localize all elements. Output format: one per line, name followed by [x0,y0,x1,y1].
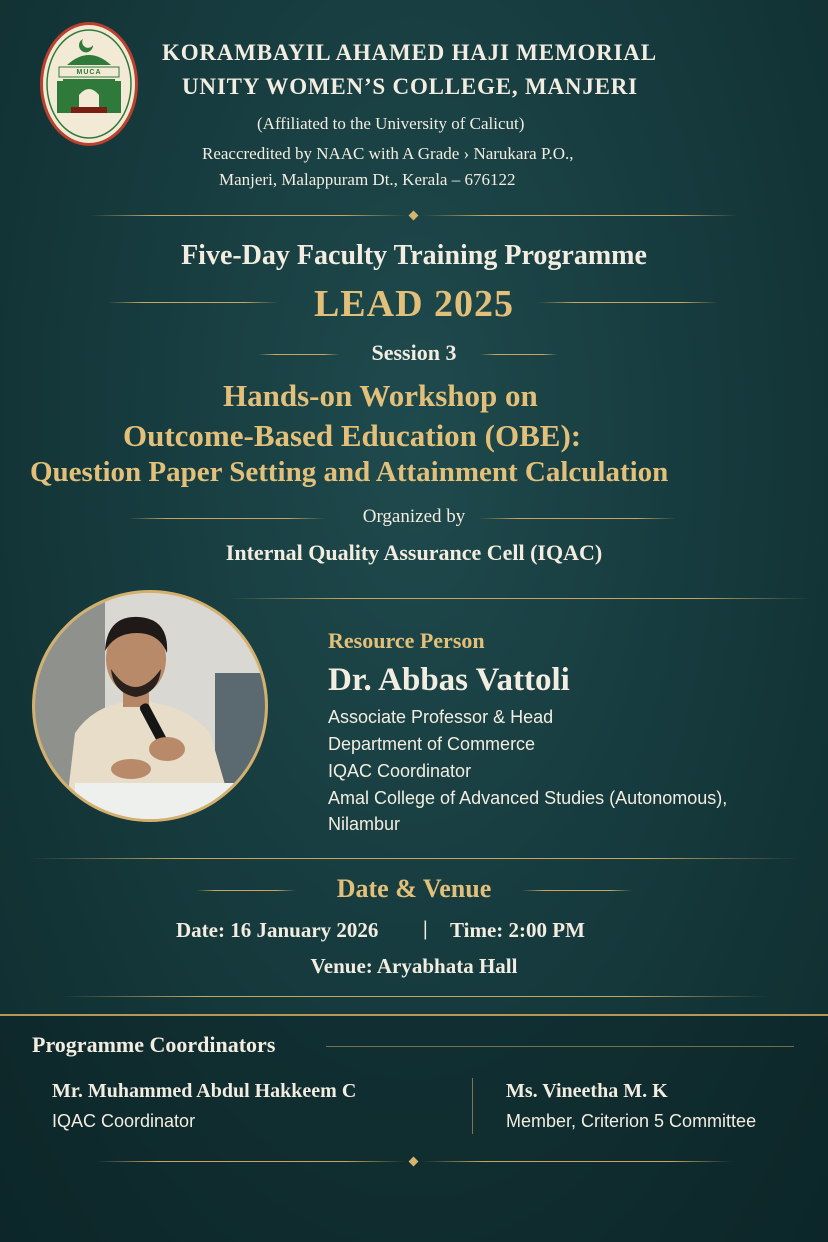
divider-bottom-right [422,1161,732,1162]
resource-person-label: Resource Person [328,628,485,653]
workshop-title-line2: Outcome-Based Education (OBE): [123,418,582,453]
resource-person-detail: Department of Commerce [328,734,536,754]
college-affiliation: (Affiliated to the University of Calicut) [257,114,525,133]
divider-top-right [422,215,738,216]
lead-rule-right [538,302,718,303]
person-portrait-icon [35,593,265,819]
coordinators-heading: Programme Coordinators [32,1032,276,1057]
organizer-name: Internal Quality Assurance Cell (IQAC) [225,540,603,565]
programme-title: Five-Day Faculty Training Programme [181,240,647,271]
event-separator: | [423,916,428,940]
session-rule-right [480,354,558,355]
divider-date-bottom [60,996,768,997]
workshop-title-line1: Hands-on Workshop on [223,378,538,413]
divider-diamond [409,211,419,221]
coordinator-name: Mr. Muhammed Abdul Hakkeem C [52,1080,357,1102]
divider-bottom-left [96,1161,406,1162]
resource-person-name: Dr. Abbas Vattoli [328,662,570,698]
session-label: Session 3 [371,340,457,365]
divider-top [90,215,406,216]
college-emblem-icon [43,25,135,143]
resource-person-detail: Amal College of Advanced Studies (Autonomous), [328,788,728,808]
coordinators-rule [326,1046,794,1047]
college-accreditation: Reaccredited by NAAC with A Grade › Narukara P.O., [202,144,574,163]
event-venue: Venue: Aryabhata Hall [310,954,518,978]
coordinator-name: Ms. Vineetha M. K [506,1080,668,1102]
date-venue-heading: Date & Venue [336,874,492,903]
college-logo [40,22,138,146]
organized-label: Organized by [362,506,466,527]
workshop-title-line3: Question Paper Setting and Attainment Calculation [30,456,669,488]
coordinator-divider [472,1078,473,1134]
college-name-line1: KORAMBAYIL AHAMED HAJI MEMORIAL [162,40,657,65]
organized-rule-right [478,518,676,519]
college-address: Manjeri, Malappuram Dt., Kerala – 676122 [219,170,516,189]
resource-person-photo [32,590,268,822]
logo-text: MUCA [76,69,102,76]
date-rule-right [522,890,632,891]
resource-person-detail: IQAC Coordinator [328,761,472,781]
coordinator-role: IQAC Coordinator [52,1111,196,1131]
programme-name: LEAD 2025 [313,283,515,325]
divider-mid [230,598,810,599]
resource-person-detail: Associate Professor & Head [328,707,554,727]
event-date: Date: 16 January 2026 [176,918,379,942]
college-name-line2: UNITY WOMEN’S COLLEGE, MANJERI [182,74,638,99]
coordinator-role: Member, Criterion 5 Committee [506,1111,757,1131]
divider-date-top [30,858,798,859]
event-time: Time: 2:00 PM [450,918,585,942]
resource-person-detail: Nilambur [328,814,401,834]
